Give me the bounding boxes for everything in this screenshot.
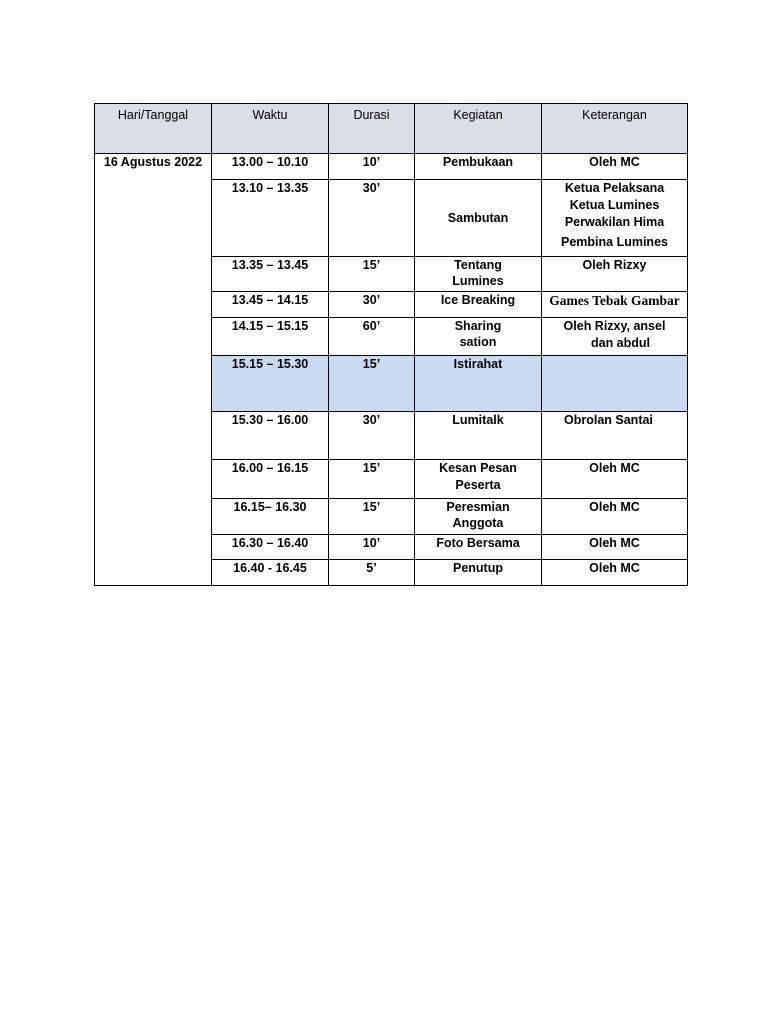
activity-line: Lumines [452,274,504,288]
duration-cell: 30’ [329,292,415,318]
notes-cell: Oleh MC [542,560,688,586]
notes-cell [542,318,688,356]
notes-line: dan abdul [590,336,651,350]
activity-cell: Penutup [415,560,542,586]
time-cell: 14.15 – 15.15 [212,318,329,356]
header-duration: Durasi [329,104,415,154]
notes-cell: Oleh Rizxy [542,257,688,292]
header-time: Waktu [212,104,329,154]
notes-line: Pembina Lumines [561,235,668,249]
notes-line: Ketua Pelaksana [564,181,665,195]
duration-cell: 15’ [329,499,415,535]
time-cell: 16.00 – 16.15 [212,460,329,499]
time-cell: 16.15– 16.30 [212,499,329,535]
duration-cell: 30’ [329,180,415,257]
notes-cell: Oleh MC [542,499,688,535]
activity-line: Peresmian [446,500,510,514]
schedule-table [94,103,688,586]
notes-line: Ketua Lumines [569,198,660,212]
header-row [95,104,688,154]
time-cell: 16.40 - 16.45 [212,560,329,586]
notes-cell: Games Tebak Gambar [542,292,688,318]
activity-cell: Pembukaan [415,154,542,180]
notes-cell: Oleh MC [542,154,688,180]
activity-line: Anggota [452,516,504,530]
duration-cell: 60’ [329,318,415,356]
activity-line: Tentang [454,258,502,272]
activity-line: Sharing [454,319,502,333]
activity-cell: Ice Breaking [415,292,542,318]
activity-line: Peserta [455,478,501,492]
time-cell: 16.30 – 16.40 [212,535,329,560]
activity-cell: Foto Bersama [415,535,542,560]
activity-line: Kesan Pesan [439,461,517,475]
duration-cell: 15’ [329,460,415,499]
time-cell: 15.15 – 15.30 [212,356,329,412]
notes-line: Oleh Rizxy, ansel [563,319,666,333]
header-activity: Kegiatan [415,104,542,154]
time-cell: 13.10 – 13.35 [212,180,329,257]
duration-cell: 5’ [329,560,415,586]
activity-cell [415,257,542,292]
duration-cell: 10’ [329,535,415,560]
time-cell: 13.45 – 14.15 [212,292,329,318]
time-cell: 13.35 – 13.45 [212,257,329,292]
activity-cell: Lumitalk [415,412,542,460]
duration-cell: 30’ [329,412,415,460]
header-notes: Keterangan [542,104,688,154]
notes-cell: Oleh MC [542,535,688,560]
notes-cell: Oleh MC [542,460,688,499]
table-row [95,154,688,180]
activity-cell: Sambutan [415,180,542,257]
header-date: Hari/Tanggal [95,104,212,154]
activity-cell [415,499,542,535]
notes-cell [542,180,688,257]
activity-line: sation [459,335,497,349]
duration-cell: 10’ [329,154,415,180]
activity-cell [415,318,542,356]
time-cell: 13.00 – 10.10 [212,154,329,180]
notes-cell [542,356,688,412]
duration-cell: 15’ [329,356,415,412]
date-cell: 16 Agustus 2022 [95,154,212,586]
notes-cell: Obrolan Santai [542,412,688,460]
duration-cell: 15’ [329,257,415,292]
notes-line: Perwakilan Hima [564,215,665,229]
time-cell: 15.30 – 16.00 [212,412,329,460]
activity-cell: Istirahat [415,356,542,412]
activity-cell [415,460,542,499]
